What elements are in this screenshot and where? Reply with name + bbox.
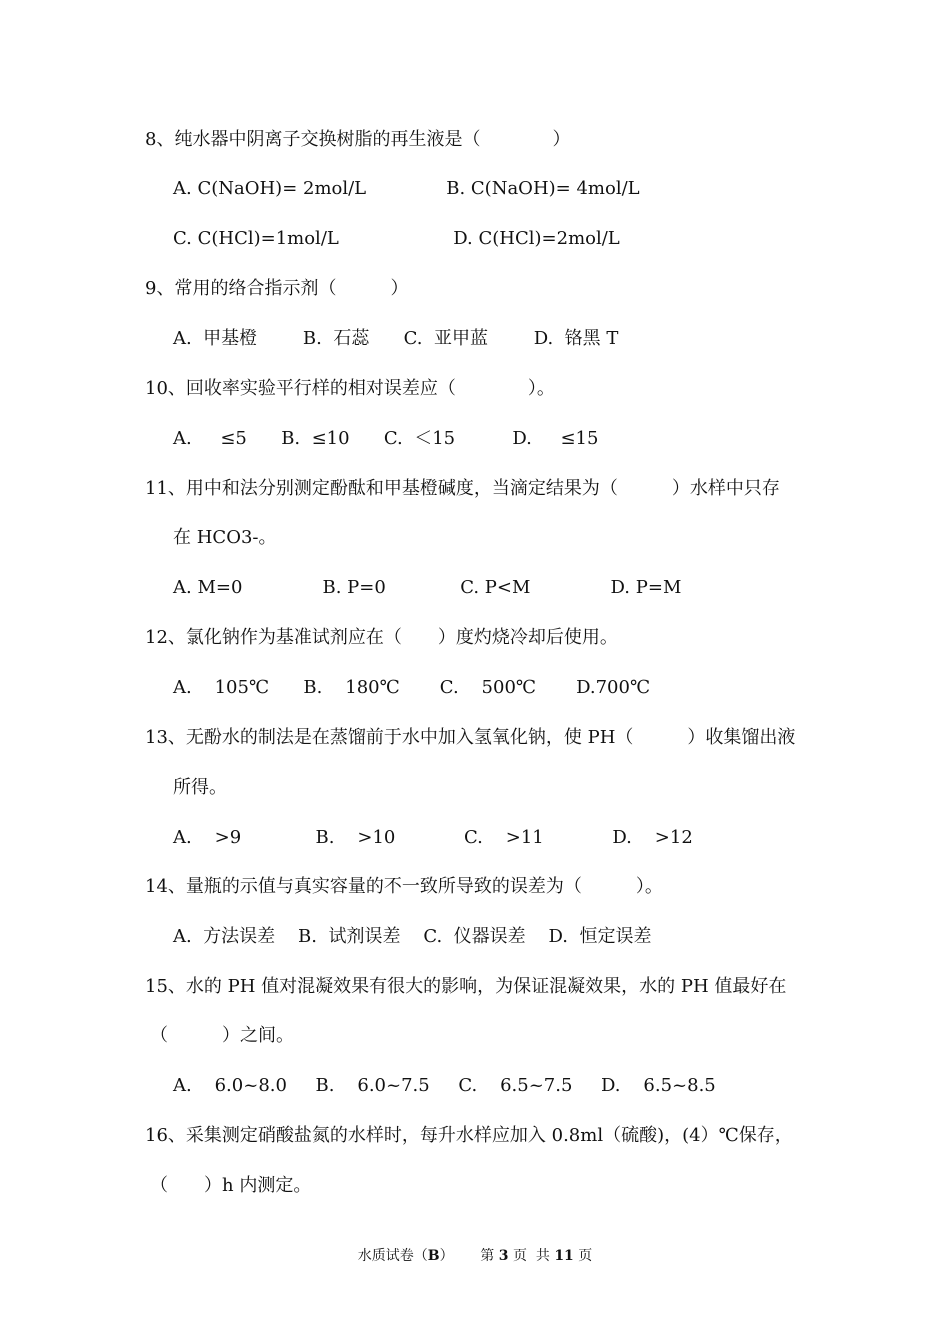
question-8-options-row-2: C. C(HCl)=1mol/L D. C(HCl)=2mol/L <box>173 228 620 249</box>
page-footer <box>0 1246 950 1266</box>
question-16-text: 16、采集测定硝酸盐氮的水样时，每升水样应加入 0.8ml（硫酸)，(4）℃保存， <box>145 1125 793 1146</box>
question-15-options: A. 6.0~8.0 B. 6.0~7.5 C. 6.5~7.5 D. 6.5~8.5 <box>173 1075 716 1096</box>
question-10-text: 10、回收率实验平行样的相对误差应（ ）。 <box>145 378 555 399</box>
question-16-continuation: （ ）h 内测定。 <box>150 1175 312 1196</box>
footer-page-prefix: 第 <box>480 1248 499 1264</box>
footer-page-mid: 页 共 <box>508 1248 555 1264</box>
question-8-options-row-1: A. C(NaOH)= 2mol/L B. C(NaOH)= 4mol/L <box>173 178 640 199</box>
footer-exam-variant: B <box>427 1248 440 1264</box>
question-11-text: 11、用中和法分别测定酚酞和甲基橙碱度，当滴定结果为（ ）水样中只存 <box>145 478 780 499</box>
question-15-text: 15、水的 PH 值对混凝效果有很大的影响，为保证混凝效果，水的 PH 值最好在 <box>145 976 787 997</box>
question-14-options: A. 方法误差 B. 试剂误差 C. 仪器误差 D. 恒定误差 <box>173 926 652 947</box>
question-14-text: 14、量瓶的示值与真实容量的不一致所导致的误差为（ ）。 <box>145 876 663 897</box>
question-9-text: 9、常用的络合指示剂（ ） <box>145 278 409 299</box>
question-9-options: A. 甲基橙 B. 石蕊 C. 亚甲蓝 D. 铬黑 T <box>173 328 619 349</box>
question-11-continuation: 在 HCO3-。 <box>173 527 277 548</box>
question-10-options: A. ≤5 B. ≤10 C. ＜15 D. ≤15 <box>173 428 599 449</box>
question-12-options: A. 105℃ B. 180℃ C. 500℃ D.700℃ <box>173 677 651 698</box>
question-15-continuation: （ ）之间。 <box>150 1025 294 1046</box>
question-11-options: A. M=0 B. P=0 C. P<M D. P=M <box>173 577 682 598</box>
footer-page-total: 11 <box>554 1248 574 1264</box>
question-8-text: 8、纯水器中阴离子交换树脂的再生液是（ ） <box>145 129 571 150</box>
footer-page-current: 3 <box>498 1248 509 1264</box>
footer-page-suffix: 页 <box>573 1248 593 1264</box>
question-12-text: 12、氯化钠作为基准试剂应在（ ）度灼烧冷却后使用。 <box>145 627 618 648</box>
footer-exam-name-close: ） <box>439 1248 454 1264</box>
question-13-options: A. >9 B. >10 C. >11 D. >12 <box>173 827 693 848</box>
footer-exam-name: 水质试卷（ <box>357 1248 428 1264</box>
question-13-continuation: 所得。 <box>173 777 227 798</box>
question-13-text: 13、无酚水的制法是在蒸馏前于水中加入氢氧化钠，使 PH（ ）收集馏出液 <box>145 727 796 748</box>
